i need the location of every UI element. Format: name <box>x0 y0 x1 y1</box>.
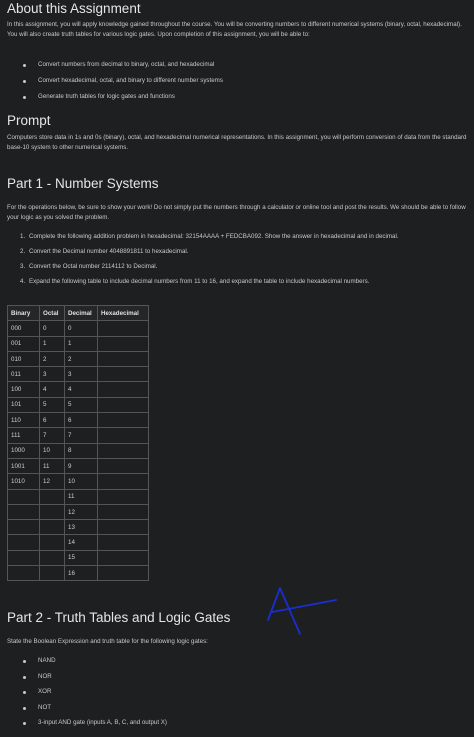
table-cell <box>98 321 149 336</box>
table-cell <box>98 336 149 351</box>
table-cell <box>8 504 40 519</box>
table-cell: 12 <box>40 474 65 489</box>
table-cell <box>98 520 149 535</box>
table-cell: 3 <box>40 367 65 382</box>
table-row <box>8 489 149 504</box>
table-cell: 12 <box>65 504 98 519</box>
table-cell: 1 <box>65 336 98 351</box>
list-item: NOT <box>18 704 167 711</box>
table-header-row <box>8 306 149 321</box>
table-cell <box>98 566 149 581</box>
table-cell: 4 <box>40 382 65 397</box>
table-cell: 11 <box>40 458 65 473</box>
table-row <box>8 474 149 489</box>
prompt-heading: Prompt <box>7 113 51 128</box>
table-row <box>8 458 149 473</box>
table-cell: 4 <box>65 382 98 397</box>
table-cell: 6 <box>65 413 98 428</box>
table-cell: 6 <box>40 413 65 428</box>
table-cell <box>40 489 65 504</box>
about-text: In this assignment, you will apply knowledge gained throughout the course. You will be converting numbers to different numerical systems (binary, octal, hexadecimal). You will also create truth tables for various logic gates. Upon completion of this assignment, you will be able to: <box>7 21 462 38</box>
table-row <box>8 535 149 550</box>
table-cell <box>98 382 149 397</box>
table-row <box>8 367 149 382</box>
table-cell <box>98 458 149 473</box>
table-cell: 111 <box>8 428 40 443</box>
table-cell <box>8 489 40 504</box>
list-item: XOR <box>18 688 167 695</box>
table-row <box>8 351 149 366</box>
table-cell <box>98 351 149 366</box>
table-row <box>8 336 149 351</box>
table-cell <box>40 520 65 535</box>
table-cell: 3 <box>65 367 98 382</box>
table-cell: 1 <box>40 336 65 351</box>
table-cell: 1001 <box>8 458 40 473</box>
table-cell <box>98 367 149 382</box>
list-item: 3. Convert the Octal number 2114112 to Decimal. <box>20 263 158 270</box>
table-cell: 0 <box>65 321 98 336</box>
table-cell: 10 <box>40 443 65 458</box>
list-item: Convert numbers from decimal to binary, octal, and hexadecimal <box>18 61 223 68</box>
table-cell: 0 <box>40 321 65 336</box>
table-cell: 14 <box>65 535 98 550</box>
part2-bullets <box>18 657 167 726</box>
table-cell: 101 <box>8 397 40 412</box>
list-item: 1. Complete the following addition problem in hexadecimal: 32154AAAA + FEDCBA092. Show the answer in hexadecimal and in decimal. <box>20 233 399 240</box>
table-cell: 11 <box>65 489 98 504</box>
table-cell: 16 <box>65 566 98 581</box>
table-cell: 010 <box>8 351 40 366</box>
table-cell <box>40 566 65 581</box>
list-item: Generate truth tables for logic gates and functions <box>18 93 223 100</box>
handwritten-ink-mark <box>262 582 342 642</box>
table-cell: 110 <box>8 413 40 428</box>
number-systems-table <box>7 305 149 581</box>
table-cell <box>98 474 149 489</box>
table-row <box>8 520 149 535</box>
table-cell <box>8 520 40 535</box>
table-cell <box>98 489 149 504</box>
table-cell <box>8 566 40 581</box>
table-cell <box>40 550 65 565</box>
table-row <box>8 504 149 519</box>
table-cell <box>98 443 149 458</box>
list-item: 2. Convert the Decimal number 4048891811 to hexadecimal. <box>20 248 189 255</box>
part1-heading: Part 1 - Number Systems <box>7 176 159 191</box>
table-row <box>8 550 149 565</box>
table-cell: 15 <box>65 550 98 565</box>
list-item: 4. Expand the following table to include decimal numbers from 11 to 16, and expand the table to include hexadecimal numbers. <box>20 278 370 285</box>
column-header: Hexadecimal <box>98 306 149 321</box>
table-cell: 9 <box>65 458 98 473</box>
table-cell: 2 <box>40 351 65 366</box>
list-item: Convert hexadecimal, octal, and binary to different number systems <box>18 77 223 84</box>
table-cell <box>98 504 149 519</box>
list-item: 3-input AND gate (inputs A, B, C, and output X) <box>18 719 167 726</box>
list-item: NAND <box>18 657 167 664</box>
table-cell: 1010 <box>8 474 40 489</box>
part2-heading: Part 2 - Truth Tables and Logic Gates <box>7 610 231 625</box>
about-bullets <box>18 61 223 100</box>
table-cell: 8 <box>65 443 98 458</box>
table-cell: 011 <box>8 367 40 382</box>
table-cell: 001 <box>8 336 40 351</box>
table-cell <box>40 504 65 519</box>
table-row <box>8 321 149 336</box>
table-row <box>8 443 149 458</box>
table-cell <box>8 550 40 565</box>
table-cell: 5 <box>40 397 65 412</box>
table-row <box>8 397 149 412</box>
table-cell: 5 <box>65 397 98 412</box>
column-header: Binary <box>8 306 40 321</box>
column-header: Decimal <box>65 306 98 321</box>
column-header: Octal <box>40 306 65 321</box>
table-cell: 7 <box>40 428 65 443</box>
table-cell: 000 <box>8 321 40 336</box>
table-cell: 10 <box>65 474 98 489</box>
list-item: NOR <box>18 673 167 680</box>
part1-intro: For the operations below, be sure to show your work! Do not simply put the numbers through a calculator or online tool and post the results. We should be able to follow your logic as you solved the problem. <box>7 204 466 221</box>
table-cell: 1000 <box>8 443 40 458</box>
table-row <box>8 382 149 397</box>
table-row <box>8 428 149 443</box>
table-cell <box>98 535 149 550</box>
table-cell <box>98 550 149 565</box>
table-cell: 13 <box>65 520 98 535</box>
table-cell <box>40 535 65 550</box>
part2-intro: State the Boolean Expression and truth table for the following logic gates: <box>7 638 208 645</box>
table-cell <box>8 535 40 550</box>
table-row <box>8 566 149 581</box>
table-cell <box>98 397 149 412</box>
prompt-text: Computers store data in 1s and 0s (binary), octal, and hexadecimal numerical representations. In this assignment, you will perform conversion of data from the standard base-10 system to other numerical systems. <box>7 134 467 151</box>
table-cell: 7 <box>65 428 98 443</box>
part1-tasks <box>7 232 467 286</box>
table-row <box>8 413 149 428</box>
about-heading: About this Assignment <box>7 1 141 16</box>
table-cell: 100 <box>8 382 40 397</box>
table-cell: 2 <box>65 351 98 366</box>
table-cell <box>98 428 149 443</box>
table-cell <box>98 413 149 428</box>
